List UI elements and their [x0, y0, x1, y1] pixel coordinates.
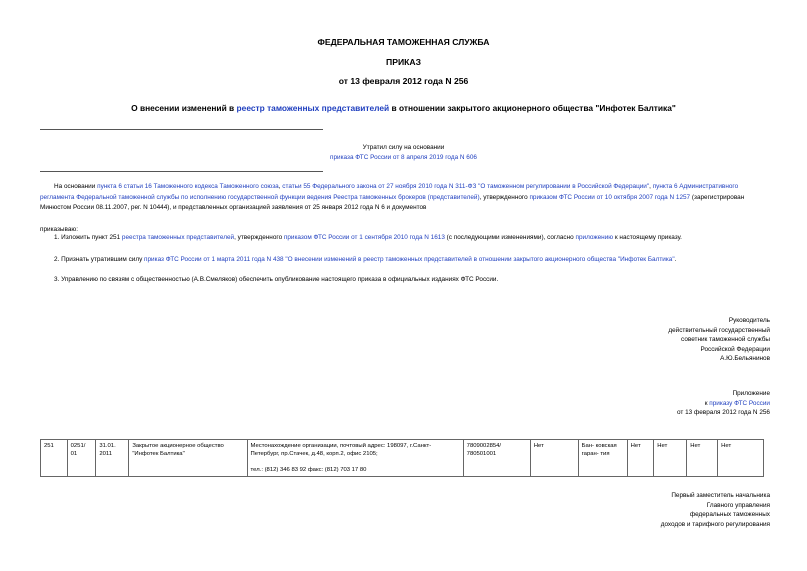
appendix-line-2-pre: к: [704, 399, 710, 407]
preamble-text-4: , утвержденного: [479, 193, 530, 201]
item-1-text-1: 1. Изложить пункт 251: [54, 234, 122, 241]
agency-heading: ФЕДЕРАЛЬНАЯ ТАМОЖЕННАЯ СЛУЖБА: [317, 37, 490, 47]
closing-line-1: Первый заместитель начальника: [671, 492, 770, 499]
cell-col-9: Нет: [627, 440, 654, 477]
item-2-link-order-438[interactable]: приказ ФТС России от 1 марта 2011 года N 438 "О внесении изменений в реестр таможенных представителей в отношении закрытого акционерного общества "Инфотек Балтика": [144, 256, 675, 263]
closing-line-3: федеральных таможенных: [689, 511, 770, 519]
cell-reg-date: 31.01. 2011: [96, 440, 129, 477]
appendix-line-3: от 13 февраля 2012 года N 256: [677, 409, 770, 417]
item-1: [40, 233, 770, 244]
appendix-link-order[interactable]: приказу ФТС России: [709, 399, 770, 407]
closing-line-2: Главного управления: [706, 501, 770, 509]
doc-type-heading: ПРИКАЗ: [386, 57, 421, 67]
order-word: приказываю:: [40, 226, 78, 233]
cell-inn-kpp: 7809002854/ 780501001: [463, 440, 530, 477]
repeal-notice-text: Утратил силу на основании: [362, 144, 445, 151]
cell-col-10: Нет: [654, 440, 687, 477]
item-2: [40, 255, 770, 266]
cell-phone-fax: тел.: (812) 346 83 92 факс: (812) 703 17 80: [250, 466, 367, 473]
doc-date-number: от 13 февраля 2012 года N 256: [338, 76, 469, 86]
cell-item-number: 251: [41, 440, 68, 477]
appendix-line-2: [677, 399, 770, 409]
table-row: [41, 440, 764, 477]
register-table: [40, 439, 764, 477]
cell-org-name: Закрытое акционерное общество "Инфотек Балтика": [129, 440, 247, 477]
signature-line-3: советник таможенной службы: [681, 336, 770, 344]
preamble-paragraph: [40, 182, 770, 214]
signature-line-4: Российской Федерации: [700, 345, 770, 353]
item-1-link-appendix[interactable]: приложению: [575, 234, 614, 241]
repeal-notice-link[interactable]: приказа ФТС России от 8 апреля 2019 года N 606: [330, 154, 477, 161]
preamble-text-3: ,: [649, 183, 653, 190]
appendix-block: [677, 389, 770, 418]
doc-title: [0, 103, 807, 113]
preamble-link-customs-code[interactable]: пункта 6 статьи 16 Таможенного кодекса Таможенного союза: [97, 183, 279, 190]
closing-line-4: доходов и тарифного регулирования: [660, 520, 770, 528]
divider-top: [40, 129, 323, 130]
cell-col-12: Нет: [718, 440, 764, 477]
item-1-text-4: к настоящему приказу.: [613, 234, 682, 241]
closing-block: [661, 491, 770, 529]
appendix-line-1: Приложение: [732, 390, 770, 397]
title-link-customs-register[interactable]: реестр таможенных представителей: [236, 103, 390, 113]
preamble-link-federal-law[interactable]: статьи 55 Федерального закона от 27 ноября 2010 года N 311-ФЗ "О таможенном регулировании в Российской Федерации": [282, 183, 650, 190]
preamble-text-2: ,: [278, 183, 283, 190]
item-1-text-3: (с последующими изменениями), согласно: [444, 234, 576, 241]
item-2-text-1: 2. Признать утратившим силу: [54, 256, 145, 263]
signature-line-2: действительный государственный: [668, 326, 770, 334]
cell-address: [247, 440, 463, 477]
cell-address-text: Местонахождение организации, почтовый адрес: 198097, г.Санкт-Петербург, пр.Стачек, д.48, корп.2, офис 2105;: [250, 443, 432, 458]
cell-reg-number: 0251/ 01: [67, 440, 96, 477]
cell-col-7: Нет: [530, 440, 578, 477]
preamble-link-order-1257[interactable]: приказом ФТС России от 10 октября 2007 года N 1257: [529, 193, 691, 201]
signature-name: А.Ю.Бельянинов: [720, 355, 770, 363]
item-3: 3. Управлению по связям с общественностью (А.В.Смеляков) обеспечить опубликование настоящего приказа в официальных изданиях ФТС России.: [54, 276, 499, 283]
title-post: в отношении закрытого акционерного общества "Инфотек Балтика": [389, 103, 676, 113]
item-1-link-order-1613[interactable]: приказом ФТС России от 1 сентября 2010 года N 1613: [283, 234, 445, 241]
divider-bottom: [40, 171, 323, 172]
preamble-link-regulation[interactable]: пункта 6 Административного регламента Федеральной таможенной службы по исполнению государственной функции ведения Реестра таможенных брокеров (представителей): [40, 183, 739, 201]
item-1-link-register[interactable]: реестра таможенных представителей: [121, 234, 235, 241]
preamble-text-1: На основании: [54, 183, 98, 190]
cell-col-11: Нет: [687, 440, 718, 477]
signature-line-1: Руководитель: [728, 317, 770, 324]
item-1-text-2: , утвержденного: [234, 234, 284, 241]
repeal-notice: [230, 143, 577, 163]
cell-guarantee: Бан- ковская гаран- тия: [578, 440, 627, 477]
item-2-text-2: .: [674, 256, 677, 263]
signature-block: [668, 316, 770, 364]
preamble-text-5: (зарегистрирован Минюстом России 08.11.2007, рег. N 10444), и представленных организацией заявления от 25 января 2012 года N 6 и документов: [40, 193, 745, 212]
title-pre: О внесении изменений в: [131, 103, 237, 113]
